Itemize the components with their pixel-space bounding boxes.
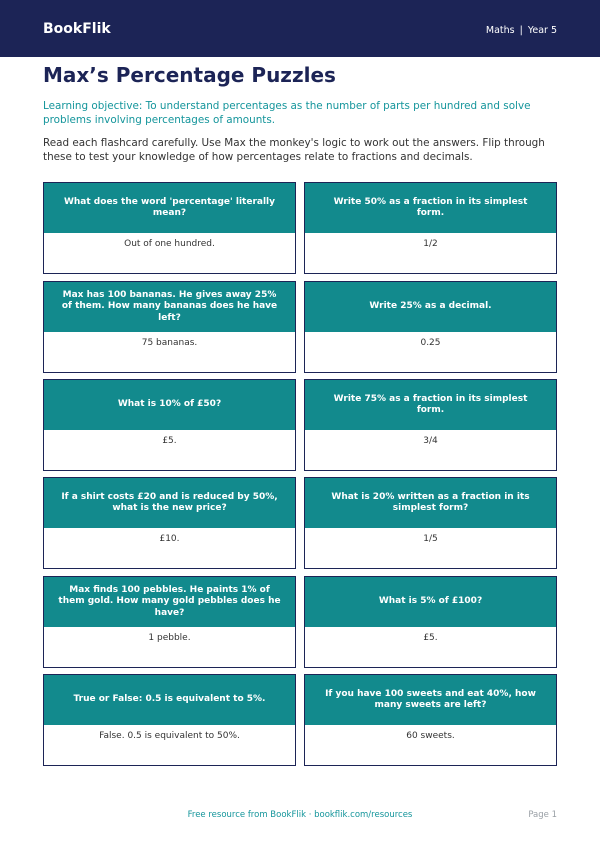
- flashcard-answer: Out of one hundred.: [44, 233, 295, 273]
- flashcard-question: What is 5% of £100?: [305, 577, 556, 627]
- flashcard[interactable]: [43, 674, 296, 766]
- flashcard-answer: 60 sweets.: [305, 725, 556, 765]
- subject-label: Maths: [485, 25, 515, 36]
- flashcard-answer: 3/4: [305, 430, 556, 470]
- flashcard[interactable]: [43, 182, 296, 274]
- page-number: Page 1: [528, 810, 557, 820]
- flashcard-question: Max has 100 bananas. He gives away 25% of them. How many bananas does he have left?: [44, 282, 295, 332]
- flashcard[interactable]: [304, 379, 557, 471]
- flashcard-answer: 0.25: [305, 332, 556, 372]
- flashcard-question: What does the word 'percentage' literally mean?: [44, 183, 295, 233]
- flashcard-answer: 75 bananas.: [44, 332, 295, 372]
- flashcard[interactable]: [304, 674, 557, 766]
- footer-link[interactable]: Free resource from BookFlik · bookflik.com/resources: [187, 810, 413, 820]
- meta-separator: |: [519, 25, 523, 36]
- year-label: Year 5: [527, 25, 557, 36]
- flashcard[interactable]: [304, 576, 557, 668]
- flashcard-question: Max finds 100 pebbles. He paints 1% of them gold. How many gold pebbles does he have?: [44, 577, 295, 627]
- flashcard-answer: 1/2: [305, 233, 556, 273]
- header-meta: [486, 25, 557, 36]
- flashcard-question: True or False: 0.5 is equivalent to 5%.: [44, 675, 295, 725]
- flashcard-answer: £10.: [44, 528, 295, 568]
- flashcard[interactable]: [304, 477, 557, 569]
- flashcard[interactable]: [304, 281, 557, 373]
- flashcard-answer: 1 pebble.: [44, 627, 295, 667]
- flashcard[interactable]: [43, 477, 296, 569]
- flashcard[interactable]: [43, 576, 296, 668]
- intro-text: Read each flashcard carefully. Use Max the monkey's logic to work out the answers. Flip through these to test your knowledge of how percentages relate to fractions and decimals.: [43, 137, 545, 163]
- flashcard-question: If a shirt costs £20 and is reduced by 50%, what is the new price?: [44, 478, 295, 528]
- flashcard-question: What is 20% written as a fraction in its simplest form?: [305, 478, 556, 528]
- flashcard[interactable]: [43, 281, 296, 373]
- flashcard-question: Write 75% as a fraction in its simplest form.: [305, 380, 556, 430]
- flashcard-answer: 1/5: [305, 528, 556, 568]
- flashcard-answer: £5.: [305, 627, 556, 667]
- flashcard-answer: False. 0.5 is equivalent to 50%.: [44, 725, 295, 765]
- header-bar: [0, 0, 600, 57]
- flashcard[interactable]: [43, 379, 296, 471]
- flashcard-question: If you have 100 sweets and eat 40%, how many sweets are left?: [305, 675, 556, 725]
- flashcard-question: Write 50% as a fraction in its simplest form.: [305, 183, 556, 233]
- flashcard[interactable]: [304, 182, 557, 274]
- flashcard-question: What is 10% of £50?: [44, 380, 295, 430]
- page-title: Max’s Percentage Puzzles: [43, 63, 336, 87]
- flashcard-question: Write 25% as a decimal.: [305, 282, 556, 332]
- learning-objective: Learning objective: To understand percentages as the number of parts per hundred and solve problems involving percentages of amounts.: [43, 100, 531, 126]
- brand-logo[interactable]: BookFlik: [43, 21, 111, 37]
- flashcard-answer: £5.: [44, 430, 295, 470]
